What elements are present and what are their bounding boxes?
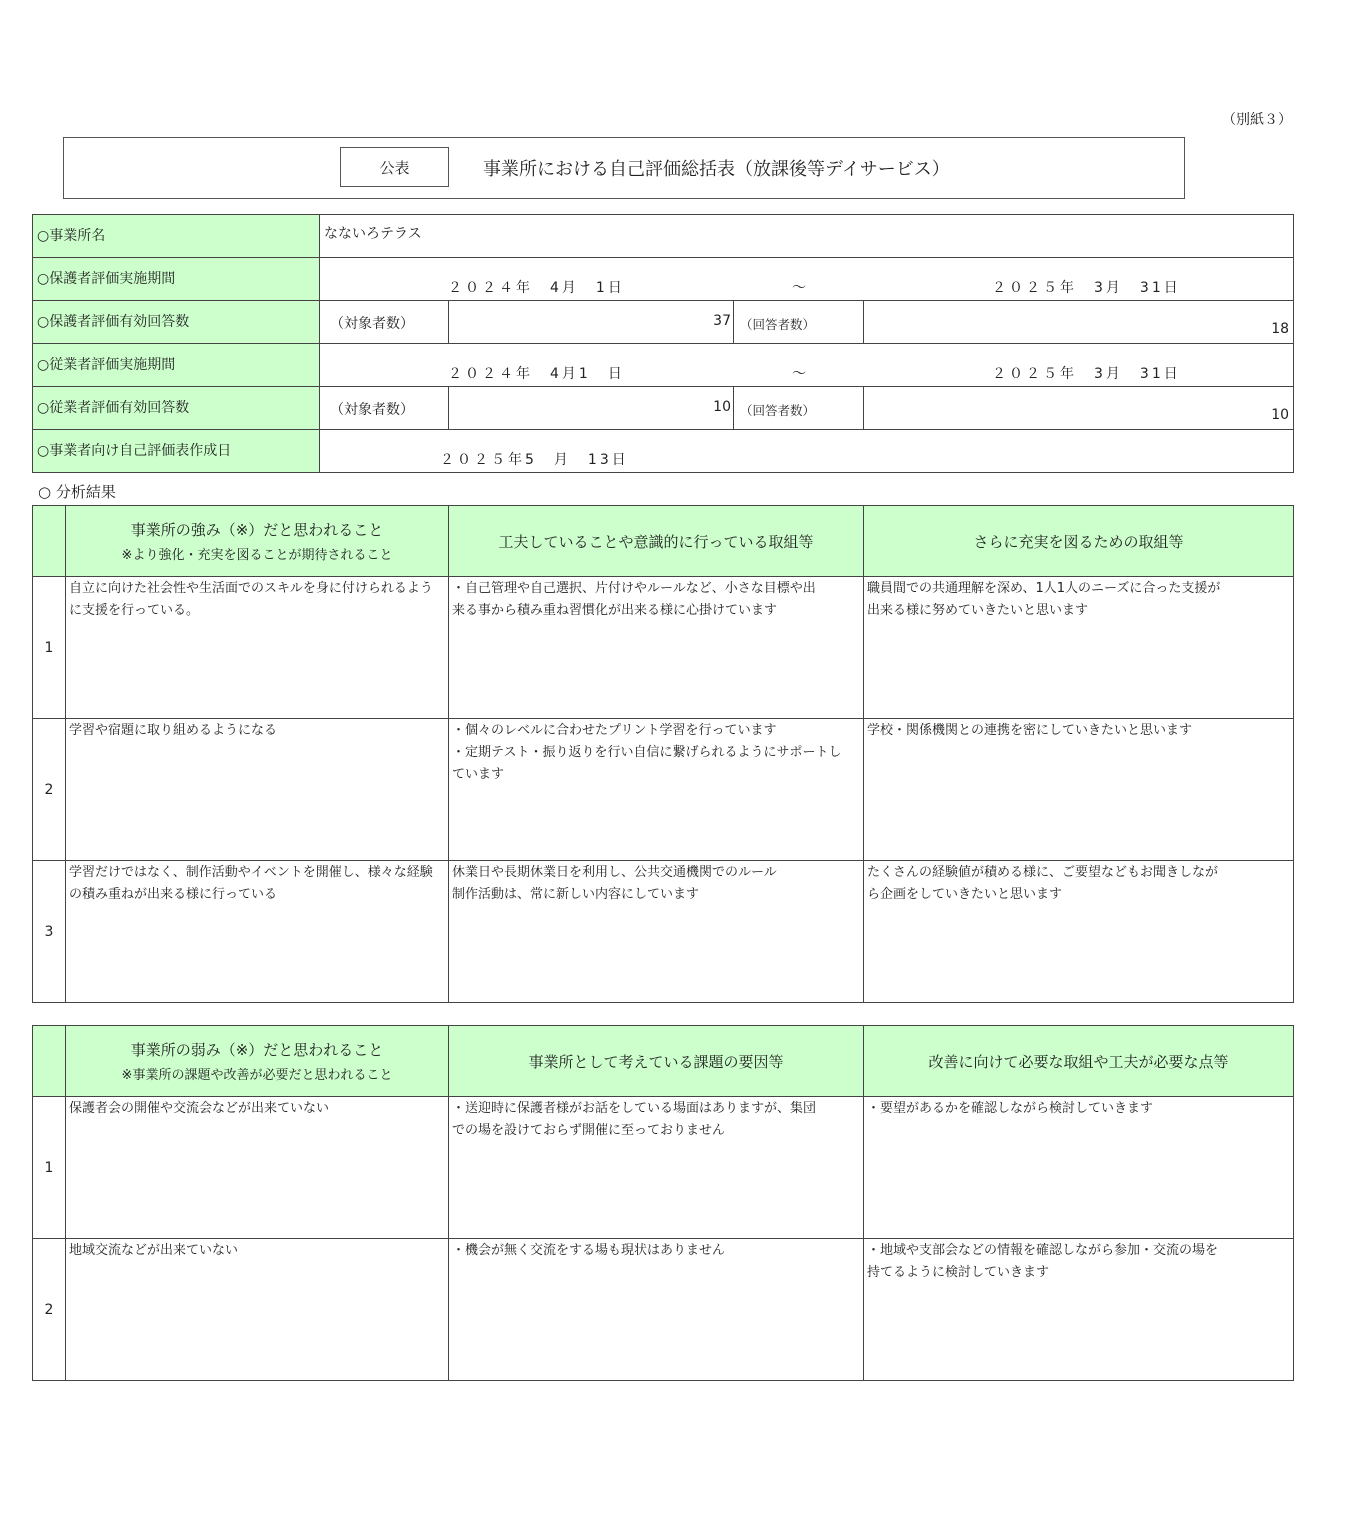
strengths-header-1-note: ※より強化・充実を図ることが期待されること	[121, 548, 393, 563]
staff-target-label: （対象者数）	[320, 387, 449, 430]
guardian-period-tilde: ～	[792, 280, 809, 296]
analysis-heading: ○ 分析結果	[38, 483, 116, 501]
weakness-text: 保護者会の開催や交流会などが出来ていない	[66, 1097, 449, 1239]
public-badge: 公表	[340, 147, 449, 187]
weaknesses-header-1	[66, 1026, 449, 1097]
strengths-header-no	[33, 506, 66, 577]
staff-response-value: 10	[864, 387, 1294, 430]
strength-effort: 休業日や長期休業日を利用し、公共交通機関でのルール 制作活動は、常に新しい内容にしています	[449, 861, 864, 1003]
staff-period-end: ２０２５年 3月 31日	[992, 366, 1181, 382]
staff-target-value: 10	[449, 387, 734, 430]
table-row	[33, 1097, 1294, 1239]
guardian-period-end: ２０２５年 3月 31日	[992, 280, 1181, 296]
staff-count-label: ○従業者評価有効回答数	[33, 387, 320, 430]
strength-improvement: たくさんの経験値が積める様に、ご要望などもお聞きしなが ら企画をしていきたいと思います	[864, 861, 1294, 1003]
reference-label: （別紙３）	[1222, 112, 1292, 128]
staff-period-tilde: ～	[792, 366, 809, 382]
staff-response-label: （回答者数）	[734, 387, 864, 430]
strength-text: 自立に向けた社会性や生活面でのスキルを身に付けられるよう に支援を行っている。	[66, 577, 449, 719]
document-title: 事業所における自己評価総括表（放課後等デイサービス）	[483, 159, 950, 180]
facility-label: ○事業所名	[33, 215, 320, 258]
weaknesses-header-1-title: 事業所の弱み（※）だと思われること	[130, 1041, 384, 1059]
info-table	[32, 214, 1294, 473]
guardian-period-start: ２０２４年 4月 1日	[448, 280, 625, 296]
strength-effort: ・個々のレベルに合わせたプリント学習を行っています ・定期テスト・振り返りを行い自信に繋げられるようにサポートし ています	[449, 719, 864, 861]
table-row	[33, 861, 1294, 1003]
created-date-cell	[320, 430, 1294, 473]
guardian-response-label: （回答者数）	[734, 301, 864, 344]
guardian-target-label: （対象者数）	[320, 301, 449, 344]
facility-name: なないろテラス	[320, 215, 1294, 258]
table-row	[33, 1239, 1294, 1381]
table-row	[33, 577, 1294, 719]
weakness-cause: ・機会が無く交流をする場も現状はありません	[449, 1239, 864, 1381]
guardian-response-value: 18	[864, 301, 1294, 344]
weaknesses-header-no	[33, 1026, 66, 1097]
staff-period-label: ○従業者評価実施期間	[33, 344, 320, 387]
table-row	[33, 719, 1294, 861]
strength-improvement: 学校・関係機関との連携を密にしていきたいと思います	[864, 719, 1294, 861]
weaknesses-header-2: 事業所として考えている課題の要因等	[449, 1026, 864, 1097]
strengths-header-2: 工夫していることや意識的に行っている取組等	[449, 506, 864, 577]
weaknesses-header-3: 改善に向けて必要な取組や工夫が必要な点等	[864, 1026, 1294, 1097]
row-number: 1	[33, 1097, 66, 1239]
strength-text: 学習や宿題に取り組めるようになる	[66, 719, 449, 861]
strength-improvement: 職員間での共通理解を深め、1人1人のニーズに合った支援が 出来る様に努めていきたいと思います	[864, 577, 1294, 719]
row-number: 3	[33, 861, 66, 1003]
strength-effort: ・自己管理や自己選択、片付けやルールなど、小さな目標や出 来る事から積み重ね習慣化が出来る様に心掛けています	[449, 577, 864, 719]
strengths-header-3: さらに充実を図るための取組等	[864, 506, 1294, 577]
weaknesses-header-1-note: ※事業所の課題や改善が必要だと思われること	[121, 1068, 393, 1083]
row-number: 2	[33, 1239, 66, 1381]
created-date: ２０２５年5 月 13日	[440, 452, 629, 468]
weakness-improvement: ・地域や支部会などの情報を確認しながら参加・交流の場を 持てるように検討していきます	[864, 1239, 1294, 1381]
staff-period-start: ２０２４年 4月1 日	[448, 366, 625, 382]
row-number: 2	[33, 719, 66, 861]
strengths-header-1	[66, 506, 449, 577]
strengths-header-1-title: 事業所の強み（※）だと思われること	[130, 521, 384, 539]
weaknesses-table	[32, 1025, 1294, 1381]
created-label: ○事業者向け自己評価表作成日	[33, 430, 320, 473]
weakness-text: 地域交流などが出来ていない	[66, 1239, 449, 1381]
guardian-target-value: 37	[449, 301, 734, 344]
guardian-period	[320, 258, 1294, 301]
strengths-table	[32, 505, 1294, 1003]
guardian-period-label: ○保護者評価実施期間	[33, 258, 320, 301]
staff-period	[320, 344, 1294, 387]
weakness-improvement: ・要望があるかを確認しながら検討していきます	[864, 1097, 1294, 1239]
row-number: 1	[33, 577, 66, 719]
strength-text: 学習だけではなく、制作活動やイベントを開催し、様々な経験 の積み重ねが出来る様に行っている	[66, 861, 449, 1003]
guardian-count-label: ○保護者評価有効回答数	[33, 301, 320, 344]
weakness-cause: ・送迎時に保護者様がお話をしている場面はありますが、集団 での場を設けておらず開催に至っておりません	[449, 1097, 864, 1239]
